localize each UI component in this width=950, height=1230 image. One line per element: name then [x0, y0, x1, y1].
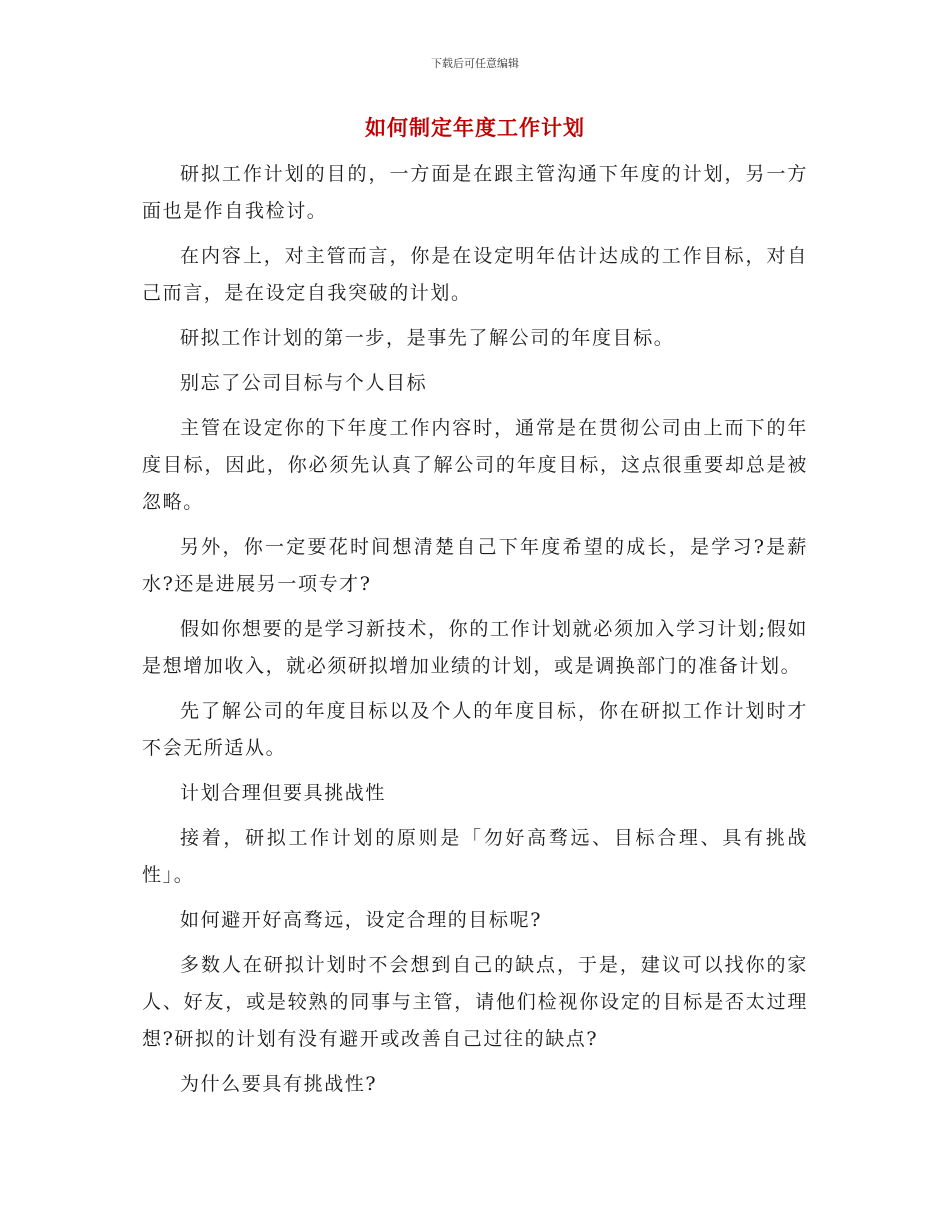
paragraph: 先了解公司的年度目标以及个人的年度目标，你在研拟工作计划时才不会无所适从。 — [142, 700, 808, 759]
paragraph: 接着，研拟工作计划的原则是「勿好高骛远、目标合理、具有挑战性」。 — [142, 827, 808, 886]
header-note: 下载后可任意编辑 — [431, 57, 519, 70]
paragraph: 多数人在研拟计划时不会想到自己的缺点，于是，建议可以找你的家人、好友，或是较熟的同事与主管，请他们检视你设定的目标是否太过理想?研拟的计划有没有避开或改善自己过往的缺点? — [142, 954, 808, 1050]
document-body — [142, 156, 808, 1111]
section-heading: 别忘了公司目标与个人目标 — [180, 372, 428, 394]
paragraph: 为什么要具有挑战性? — [180, 1073, 378, 1095]
paragraph: 研拟工作计划的目的，一方面是在跟主管沟通下年度的计划，另一方面也是作自我检讨。 — [142, 163, 808, 222]
paragraph: 研拟工作计划的第一步，是事先了解公司的年度目标。 — [180, 327, 675, 349]
paragraph: 如何避开好高骛远，设定合理的目标呢? — [180, 909, 542, 931]
section-heading: 计划合理但要具挑战性 — [180, 782, 387, 804]
paragraph: 假如你想要的是学习新技术，你的工作计划就必须加入学习计划;假如是想增加收入，就必须研拟增加业绩的计划，或是调换部门的准备计划。 — [142, 618, 808, 677]
paragraph: 另外，你一定要花时间想清楚自己下年度希望的成长，是学习?是薪水?还是进展另一项专才? — [142, 536, 808, 595]
paragraph: 主管在设定你的下年度工作内容时，通常是在贯彻公司由上而下的年度目标，因此，你必须先认真了解公司的年度目标，这点很重要却总是被忽略。 — [142, 417, 808, 513]
paragraph: 在内容上，对主管而言，你是在设定明年估计达成的工作目标，对自己而言，是在设定自我突破的计划。 — [142, 245, 808, 304]
document-title: 如何制定年度工作计划 — [365, 116, 585, 140]
